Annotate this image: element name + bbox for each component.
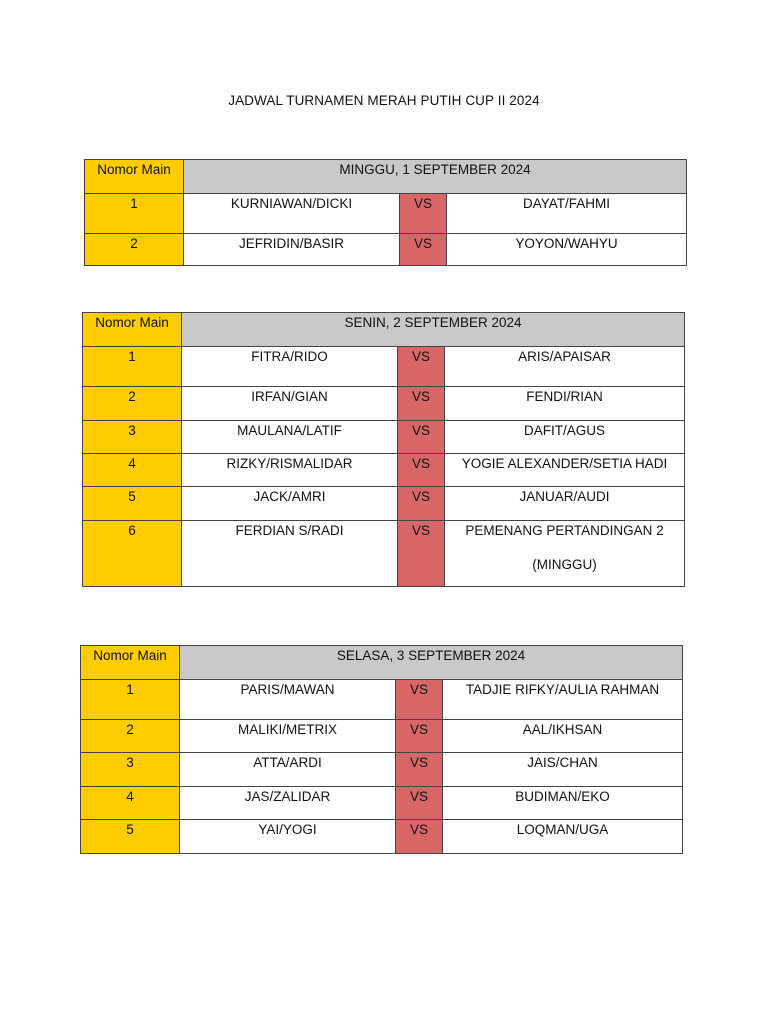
table-row [81, 787, 683, 820]
vs-cell: VS [396, 787, 443, 820]
header-nomor-main: Nomor Main [85, 160, 184, 194]
team-a: FITRA/RIDO [182, 347, 398, 387]
day-date-header: MINGGU, 1 SEPTEMBER 2024 [184, 160, 687, 194]
document-title: JADWAL TURNAMEN MERAH PUTIH CUP II 2024 [228, 93, 540, 108]
team-a: JEFRIDIN/BASIR [184, 234, 400, 266]
team-a: MALIKI/METRIX [180, 720, 396, 753]
team-b: JAIS/CHAN [443, 753, 683, 787]
team-b: PEMENANG PERTANDINGAN 2 (MINGGU) [445, 521, 685, 587]
team-b: LOQMAN/UGA [443, 820, 683, 854]
table-row [83, 454, 685, 487]
team-a: ATTA/ARDI [180, 753, 396, 787]
match-number: 1 [83, 347, 182, 387]
schedule-table-selasa [80, 645, 683, 854]
day-date-header: SENIN, 2 SEPTEMBER 2024 [182, 313, 685, 347]
match-number: 2 [81, 720, 180, 753]
match-number: 2 [85, 234, 184, 266]
table-row [81, 753, 683, 787]
vs-cell: VS [398, 387, 445, 421]
vs-cell: VS [396, 720, 443, 753]
match-number: 1 [81, 680, 180, 720]
team-b: ARIS/APAISAR [445, 347, 685, 387]
match-number: 6 [83, 521, 182, 587]
schedule-table-minggu [84, 159, 687, 266]
vs-cell: VS [396, 680, 443, 720]
table-row [81, 820, 683, 854]
table-row [83, 387, 685, 421]
vs-cell: VS [396, 820, 443, 854]
match-number: 1 [85, 194, 184, 234]
vs-cell: VS [398, 421, 445, 454]
vs-cell: VS [398, 454, 445, 487]
vs-cell: VS [398, 347, 445, 387]
vs-cell: VS [398, 521, 445, 587]
match-number: 2 [83, 387, 182, 421]
team-b: AAL/IKHSAN [443, 720, 683, 753]
team-a: PARIS/MAWAN [180, 680, 396, 720]
match-number: 3 [83, 421, 182, 454]
team-a: YAI/YOGI [180, 820, 396, 854]
match-number: 4 [83, 454, 182, 487]
table-row [85, 194, 687, 234]
vs-cell: VS [398, 487, 445, 521]
team-a: MAULANA/LATIF [182, 421, 398, 454]
table-row [81, 680, 683, 720]
team-a: IRFAN/GIAN [182, 387, 398, 421]
team-b: DAFIT/AGUS [445, 421, 685, 454]
header-nomor-main: Nomor Main [81, 646, 180, 680]
match-number: 5 [81, 820, 180, 854]
team-b: YOGIE ALEXANDER/SETIA HADI [445, 454, 685, 487]
team-b: TADJIE RIFKY/AULIA RAHMAN [443, 680, 683, 720]
schedule-table-senin [82, 312, 685, 587]
vs-cell: VS [400, 194, 447, 234]
team-b: YOYON/WAHYU [447, 234, 687, 266]
team-b: FENDI/RIAN [445, 387, 685, 421]
table-row [85, 234, 687, 266]
team-a: RIZKY/RISMALIDAR [182, 454, 398, 487]
team-b: DAYAT/FAHMI [447, 194, 687, 234]
team-b: JANUAR/AUDI [445, 487, 685, 521]
team-a: KURNIAWAN/DICKI [184, 194, 400, 234]
team-a: FERDIAN S/RADI [182, 521, 398, 587]
day-date-header: SELASA, 3 SEPTEMBER 2024 [180, 646, 683, 680]
team-a: JAS/ZALIDAR [180, 787, 396, 820]
table-row [83, 421, 685, 454]
team-b: BUDIMAN/EKO [443, 787, 683, 820]
table-row [83, 347, 685, 387]
table-row [83, 521, 685, 587]
match-number: 4 [81, 787, 180, 820]
table-row [83, 487, 685, 521]
vs-cell: VS [396, 753, 443, 787]
match-number: 5 [83, 487, 182, 521]
team-a: JACK/AMRI [182, 487, 398, 521]
vs-cell: VS [400, 234, 447, 266]
header-nomor-main: Nomor Main [83, 313, 182, 347]
match-number: 3 [81, 753, 180, 787]
table-row [81, 720, 683, 753]
